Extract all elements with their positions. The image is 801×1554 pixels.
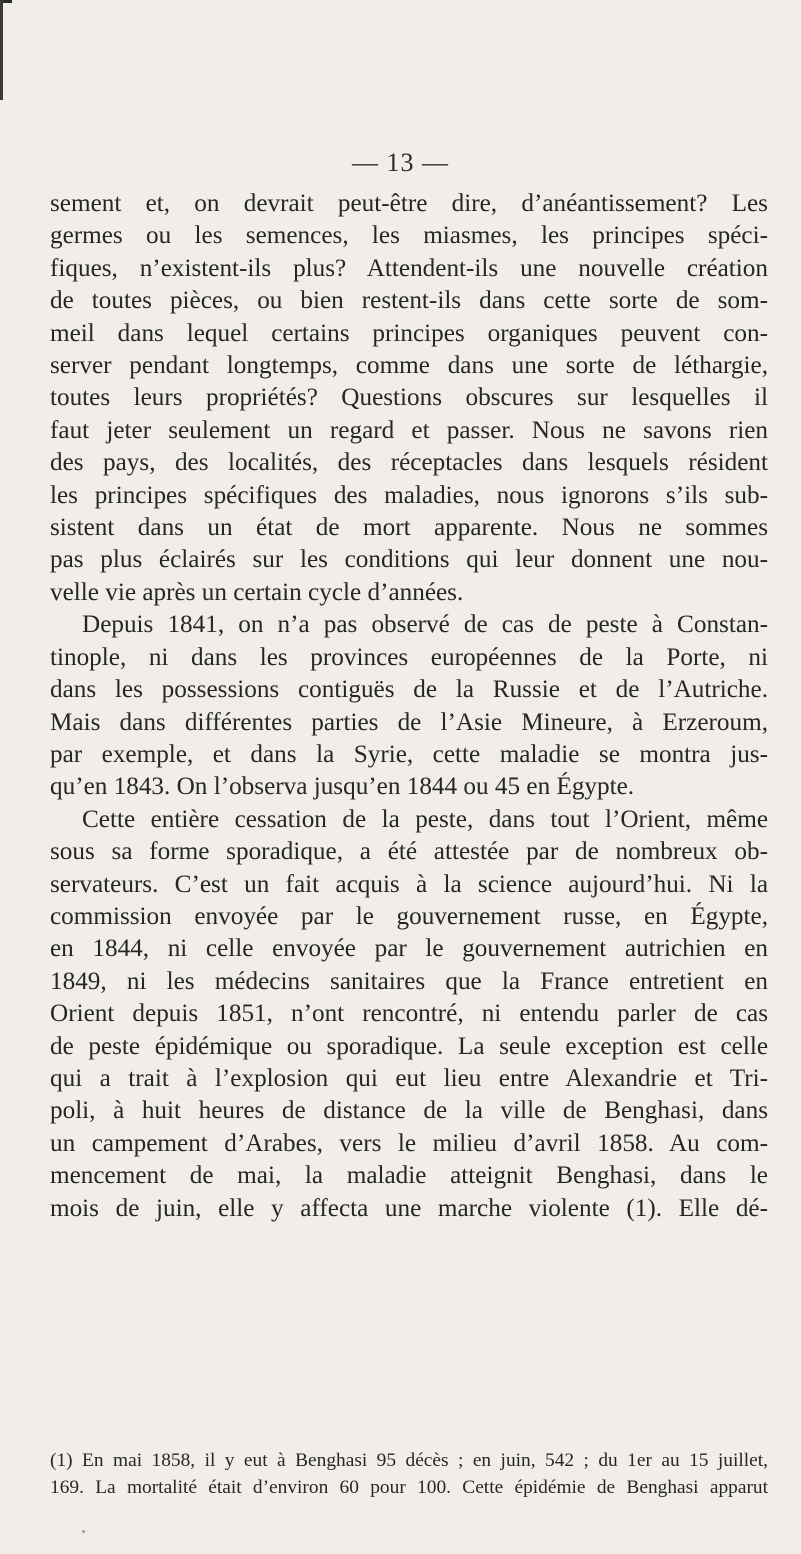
text-line: qui a trait à l’explosion qui eut lieu entre Alexandrie et Tri-: [50, 1064, 768, 1092]
text-line: Depuis 1841, on n’a pas observé de cas de peste à Constan-: [82, 611, 768, 639]
page-edge-mark: [0, 0, 3, 100]
text-line: pas plus éclairés sur les conditions qui leur donnent une nou-: [50, 546, 768, 574]
text-line: meil dans lequel certains principes organiques peuvent con-: [50, 319, 768, 347]
text-line: en 1844, ni celle envoyée par le gouvernement autrichien en: [50, 935, 768, 963]
text-line: servateurs. C’est un fait acquis à la science aujourd’hui. Ni la: [50, 870, 768, 898]
footnote-line: 169. La mortalité était d’environ 60 pour 100. Cette épidémie de Benghasi apparut: [50, 1476, 768, 1498]
text-line: velle vie après un certain cycle d’années.: [50, 578, 464, 606]
text-line: un campement d’Arabes, vers le milieu d’avril 1858. Au com-: [50, 1129, 768, 1157]
text-line: de peste épidémique ou sporadique. La seule exception est celle: [50, 1032, 768, 1060]
footnote: [50, 1448, 768, 1501]
footnote-line: (1) En mai 1858, il y eut à Benghasi 95 décès ; en juin, 542 ; du 1er au 15 juillet,: [50, 1450, 768, 1471]
text-line: fiques, n’existent-ils plus? Attendent-ils une nouvelle création: [50, 254, 768, 282]
text-line: germes ou les semences, les miasmes, les principes spéci-: [50, 222, 768, 250]
text-line: de toutes pièces, ou bien restent-ils dans cette sorte de som-: [50, 287, 768, 315]
text-line: commission envoyée par le gouvernement russe, en Égypte,: [50, 902, 768, 930]
text-line: dans les possessions contiguës de la Russie et de l’Autriche.: [50, 676, 768, 704]
text-line: sement et, on devrait peut-être dire, d’anéantissement? Les: [50, 190, 768, 217]
text-line: qu’en 1843. On l’observa jusqu’en 1844 ou 45 en Égypte.: [50, 773, 635, 801]
paper-speck: [82, 1530, 85, 1533]
text-line: sistent dans un état de mort apparente. Nous ne sommes: [50, 514, 768, 542]
text-line: toutes leurs propriétés? Questions obscures sur lesquelles il: [50, 384, 768, 412]
text-line: mencement de mai, la maladie atteignit Benghasi, dans le: [50, 1162, 768, 1190]
text-line: Cette entière cessation de la peste, dans tout l’Orient, même: [82, 805, 768, 833]
text-line: Orient depuis 1851, n’ont rencontré, ni entendu parler de cas: [50, 1000, 768, 1028]
text-line: 1849, ni les médecins sanitaires que la France entretient en: [50, 967, 768, 995]
text-line: poli, à huit heures de distance de la ville de Benghasi, dans: [50, 1097, 768, 1125]
text-line: les principes spécifiques des maladies, nous ignorons s’ils sub-: [50, 481, 768, 509]
text-line: par exemple, et dans la Syrie, cette maladie se montra jus-: [50, 740, 768, 768]
text-line: faut jeter seulement un regard et passer. Nous ne savons rien: [50, 416, 768, 444]
text-line: des pays, des localités, des réceptacles dans lesquels résident: [50, 449, 768, 477]
text-line: mois de juin, elle y affecta une marche violente (1). Elle dé-: [50, 1194, 768, 1222]
text-line: tinople, ni dans les provinces européennes de la Porte, ni: [50, 643, 768, 671]
text-line: sous sa forme sporadique, a été attestée par de nombreux ob-: [50, 838, 768, 866]
text-line: Mais dans différentes parties de l’Asie Mineure, à Erzeroum,: [50, 708, 768, 736]
text-line: server pendant longtemps, comme dans une sorte de léthargie,: [50, 352, 768, 380]
body-text: [50, 188, 768, 1225]
page-number: — 13 —: [352, 148, 449, 177]
